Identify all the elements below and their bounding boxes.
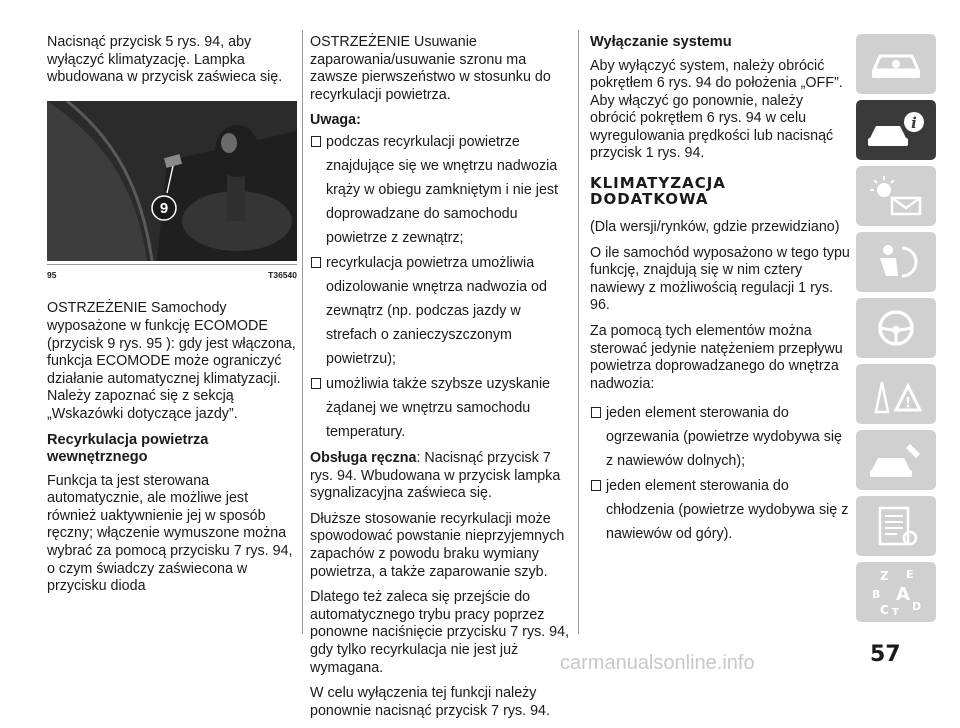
info-glyph: i bbox=[911, 114, 917, 132]
disable-paragraph: W celu wyłączenia tej funkcji należy ponownie nacisnąć przycisk 7 rys. 94. bbox=[310, 685, 550, 719]
list-item: recyrkulacja powietrza umożliwia odizolowanie wnętrza nadwozia od zewnątrz (np. podczas jazdy w strefach o zanieczyszczonym powietrzu); bbox=[310, 251, 572, 371]
list-item: umożliwia także szybsze uzyskanie żądanej we wnętrzu samochodu temperatury. bbox=[310, 372, 572, 444]
figure-callout-number: 9 bbox=[159, 199, 169, 217]
list-item: jeden element sterowania do chłodzenia (powietrze wydobywa się z nawiewów od góry). bbox=[590, 474, 850, 546]
column-right bbox=[590, 34, 850, 547]
intro-paragraph: Nacisnąć przycisk 5 rys. 94, aby wyłączyć klimatyzację. Lampka wbudowana w przycisk zaświeca się. bbox=[47, 34, 283, 86]
lights-mail-icon bbox=[866, 174, 926, 218]
svg-text:T: T bbox=[892, 607, 899, 618]
svg-text:!: ! bbox=[905, 396, 911, 411]
list-item: jeden element sterowania do ogrzewania (powietrze wydobywa się z nawiewów dolnych); bbox=[590, 401, 850, 473]
versions-note: (Dla wersji/rynków, gdzie przewidziano) bbox=[590, 219, 840, 236]
svg-text:A: A bbox=[896, 584, 910, 605]
controls-paragraph: Za pomocą tych elementów można sterować jedynie natężeniem przepływu powietrza doprowadzanego do wnętrza nadwozia: bbox=[590, 323, 843, 392]
tab-emergency[interactable] bbox=[856, 364, 936, 424]
figure-code: T36540 bbox=[268, 269, 297, 280]
auto-mode-paragraph: Dlatego też zaleca się przejście do automatycznego trybu pracy poprzez ponowne naciśnięcie przycisku 7 rys. 94, gdy tylko recyrkulacja nie jest już wymagana. bbox=[310, 589, 570, 676]
system-off-heading: Wyłączanie systemu bbox=[590, 34, 732, 50]
recirculation-body: Funkcja ta jest sterowana automatycznie, ale możliwe jest również uaktywnienie jej w sposób ręczny; włączenie wymuszone można wybrać za pomocą przycisku 7 rys. 94, o czym świadczy zaświecona w przycisku dioda bbox=[47, 472, 293, 595]
warning-triangle-icon bbox=[866, 372, 926, 416]
checkbox-bullet-icon bbox=[311, 378, 321, 389]
svg-text:E: E bbox=[906, 568, 914, 581]
column-divider bbox=[302, 30, 303, 634]
column-divider bbox=[578, 30, 579, 634]
airbag-safety-icon bbox=[866, 240, 926, 284]
tab-index[interactable] bbox=[856, 562, 936, 622]
svg-text:C: C bbox=[880, 603, 889, 617]
long-use-paragraph: Dłuższe stosowanie recyrkulacji może spowodować powstanie nieprzyjemnych zapachów z powodu braku wymiany powietrza, a także zaparowanie szyb. bbox=[310, 510, 565, 580]
section-title: KLIMATYZACJA DODATKOWA bbox=[590, 174, 726, 209]
svg-text:D: D bbox=[912, 600, 922, 613]
checkbox-bullet-icon bbox=[591, 407, 601, 418]
defrost-warning: OSTRZEŻENIE Usuwanie zaparowania/usuwanie szronu ma zawsze pierwszeństwo w stosunku do recyrkulacji powietrza. bbox=[310, 34, 551, 103]
recirculation-heading: Recyrkulacja powietrza wewnętrznego bbox=[47, 431, 209, 466]
tab-driving[interactable] bbox=[856, 298, 936, 358]
checkbox-bullet-icon bbox=[311, 257, 321, 268]
tab-car-info[interactable] bbox=[856, 100, 936, 160]
car-info-icon bbox=[866, 108, 926, 152]
manual-operation-label: Obsługa ręczna bbox=[310, 449, 417, 466]
svg-text:B: B bbox=[872, 588, 881, 601]
manual-operation-paragraph: Obsługa ręczna: Nacisnąć przycisk 7 rys. 94. Wbudowana w przycisk lampka sygnalizacyjna zaświeca się. bbox=[310, 449, 561, 502]
figure-caption bbox=[47, 264, 297, 285]
system-off-paragraph: Aby wyłączyć system, należy obrócić pokrętłem 6 rys. 94 do położenia „OFF”. Aby włączyć go ponownie, należy obrócić pokrętłem 6 rys. 94 w celu wyregulowania prędkości lub nacisnąć przycisk 1 rys. 94. bbox=[590, 57, 843, 162]
page-number: 57 bbox=[870, 642, 901, 667]
alphabet-index-icon bbox=[866, 566, 926, 618]
tab-dashboard[interactable] bbox=[856, 34, 936, 94]
checkbox-bullet-icon bbox=[591, 480, 601, 491]
tab-safety[interactable] bbox=[856, 232, 936, 292]
column-middle bbox=[310, 34, 572, 728]
tab-specs[interactable] bbox=[856, 496, 936, 556]
svg-text:Z: Z bbox=[880, 569, 889, 583]
checkbox-bullet-icon bbox=[311, 136, 321, 147]
watermark: carmanualsonline.info bbox=[560, 652, 755, 674]
figure-number: 95 bbox=[47, 269, 57, 280]
figure-95-photo bbox=[47, 101, 297, 261]
tech-specs-icon bbox=[866, 504, 926, 548]
tab-lights[interactable] bbox=[856, 166, 936, 226]
column-left bbox=[47, 34, 299, 604]
gear-shifter-illustration bbox=[47, 101, 297, 261]
ecomode-warning: OSTRZEŻENIE Samochody wyposażone w funkcję ECOMODE (przycisk 9 rys. 95 ): gdy jest włączona, funkcja ECOMODE może ograniczyć działanie automatycznej klimatyzacji. Należy zapoznać się z sekcją „Wskazówki dotyczące jazdy”. bbox=[47, 300, 296, 422]
vents-paragraph: O ile samochód wyposażono w tego typu funkcję, znajdują się w nim cztery nawiewy z możliwością regulacji 1 rys. 96. bbox=[590, 244, 850, 314]
car-dashboard-icon bbox=[866, 42, 926, 86]
list-item: podczas recyrkulacji powietrze znajdujące się we wnętrzu nadwozia krąży w obiegu zamkniętym i nie jest doprowadzane do samochodu powietrze z zewnątrz; bbox=[310, 130, 572, 250]
note-label: Uwaga: bbox=[310, 112, 361, 129]
chapter-sidebar bbox=[856, 34, 936, 628]
service-wrench-icon bbox=[866, 438, 926, 482]
tab-service[interactable] bbox=[856, 430, 936, 490]
steering-wheel-icon bbox=[866, 306, 926, 350]
